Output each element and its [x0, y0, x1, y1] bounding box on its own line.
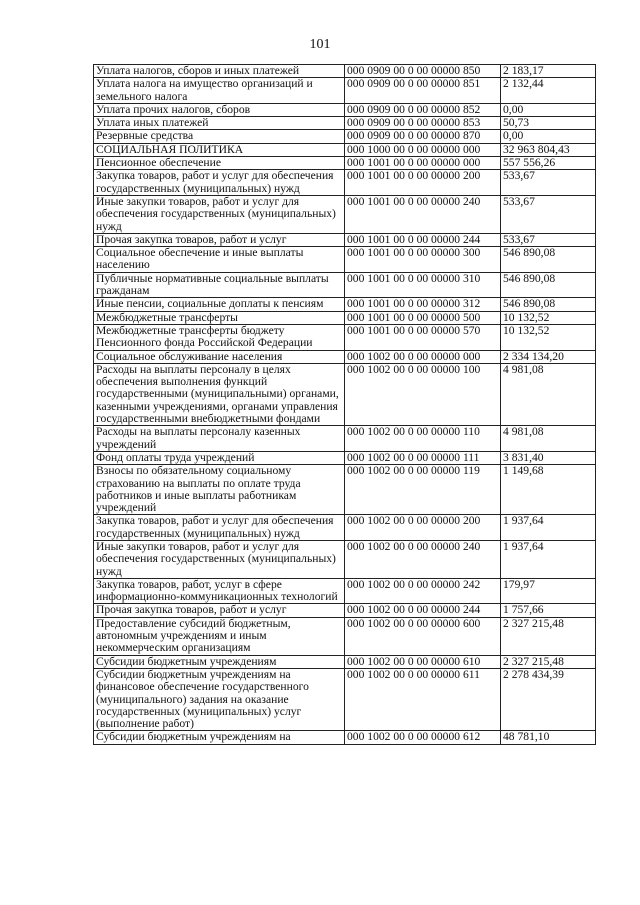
- row-name-cell: Пенсионное обеспечение: [94, 157, 345, 170]
- row-amount-cell: 1 937,64: [501, 515, 596, 541]
- table-row: [94, 426, 596, 452]
- row-name-cell: СОЦИАЛЬНАЯ ПОЛИТИКА: [94, 143, 345, 156]
- row-amount-cell: 10 132,52: [501, 324, 596, 350]
- row-name-cell: Межбюджетные трансферты: [94, 311, 345, 324]
- row-name-cell: Фонд оплаты труда учреждений: [94, 451, 345, 464]
- row-name-cell: Прочая закупка товаров, работ и услуг: [94, 604, 345, 617]
- row-code-cell: 000 0909 00 0 00 00000 853: [345, 117, 501, 130]
- row-code-cell: 000 1002 00 0 00 00000 110: [345, 426, 501, 452]
- row-code-cell: 000 1002 00 0 00 00000 611: [345, 668, 501, 730]
- row-amount-cell: 1 149,68: [501, 465, 596, 515]
- row-amount-cell: 546 890,08: [501, 247, 596, 273]
- table-row: [94, 157, 596, 170]
- row-amount-cell: 533,67: [501, 233, 596, 246]
- row-amount-cell: 533,67: [501, 170, 596, 196]
- table-row: [94, 233, 596, 246]
- table-row: [94, 170, 596, 196]
- table-row: [94, 515, 596, 541]
- row-name-cell: Иные закупки товаров, работ и услуг для обеспечения государственных (муниципальных) нужд: [94, 195, 345, 233]
- table-row: [94, 350, 596, 363]
- row-amount-cell: 533,67: [501, 195, 596, 233]
- row-code-cell: 000 1002 00 0 00 00000 244: [345, 604, 501, 617]
- row-amount-cell: 546 890,08: [501, 272, 596, 298]
- table-row: [94, 668, 596, 730]
- row-name-cell: Субсидии бюджетным учреждениям на финансовое обеспечение государственного (муниципального) задания на оказание государственных (муниципальных) услуг (выполнение работ): [94, 668, 345, 730]
- row-code-cell: 000 0909 00 0 00 00000 852: [345, 103, 501, 116]
- row-amount-cell: 2 278 434,39: [501, 668, 596, 730]
- row-name-cell: Расходы на выплаты персоналу казенных учреждений: [94, 426, 345, 452]
- row-code-cell: 000 1002 00 0 00 00000 119: [345, 465, 501, 515]
- row-code-cell: 000 0909 00 0 00 00000 870: [345, 130, 501, 143]
- table-row: [94, 731, 596, 744]
- table-row: [94, 195, 596, 233]
- table-row: [94, 655, 596, 668]
- row-amount-cell: 2 327 215,48: [501, 617, 596, 655]
- table-row: [94, 143, 596, 156]
- budget-table-body: [94, 65, 596, 745]
- row-name-cell: Уплата иных платежей: [94, 117, 345, 130]
- row-amount-cell: 557 556,26: [501, 157, 596, 170]
- table-row: [94, 117, 596, 130]
- table-row: [94, 617, 596, 655]
- row-name-cell: Резервные средства: [94, 130, 345, 143]
- row-name-cell: Социальное обеспечение и иные выплаты населению: [94, 247, 345, 273]
- row-name-cell: Иные закупки товаров, работ и услуг для обеспечения государственных (муниципальных) нужд: [94, 540, 345, 578]
- table-row: [94, 78, 596, 104]
- row-name-cell: Расходы на выплаты персоналу в целях обеспечения выполнения функций государственными (муниципальными) органами, казенными учреждениями, органами управления государственными внебюджетными фондами: [94, 363, 345, 425]
- row-amount-cell: 1 757,66: [501, 604, 596, 617]
- row-code-cell: 000 1001 00 0 00 00000 200: [345, 170, 501, 196]
- row-code-cell: 000 1002 00 0 00 00000 612: [345, 731, 501, 744]
- row-name-cell: Уплата прочих налогов, сборов: [94, 103, 345, 116]
- row-code-cell: 000 1002 00 0 00 00000 242: [345, 578, 501, 604]
- row-code-cell: 000 1002 00 0 00 00000 610: [345, 655, 501, 668]
- table-row: [94, 451, 596, 464]
- row-amount-cell: 50,73: [501, 117, 596, 130]
- row-name-cell: Публичные нормативные социальные выплаты гражданам: [94, 272, 345, 298]
- page-number: 101: [309, 37, 331, 52]
- row-name-cell: Субсидии бюджетным учреждениям: [94, 655, 345, 668]
- row-name-cell: Межбюджетные трансферты бюджету Пенсионного фонда Российской Федерации: [94, 324, 345, 350]
- row-amount-cell: 0,00: [501, 103, 596, 116]
- row-code-cell: 000 1001 00 0 00 00000 312: [345, 298, 501, 311]
- row-amount-cell: 4 981,08: [501, 363, 596, 425]
- row-amount-cell: 0,00: [501, 130, 596, 143]
- row-name-cell: Иные пенсии, социальные доплаты к пенсиям: [94, 298, 345, 311]
- row-code-cell: 000 1002 00 0 00 00000 111: [345, 451, 501, 464]
- row-name-cell: Предоставление субсидий бюджетным, автономным учреждениям и иным некоммерческим организациям: [94, 617, 345, 655]
- table-row: [94, 324, 596, 350]
- table-row: [94, 540, 596, 578]
- table-row: [94, 311, 596, 324]
- row-code-cell: 000 1001 00 0 00 00000 000: [345, 157, 501, 170]
- row-name-cell: Взносы по обязательному социальному страхованию на выплаты по оплате труда работников и иные выплаты работникам учреждений: [94, 465, 345, 515]
- row-amount-cell: 3 831,40: [501, 451, 596, 464]
- row-code-cell: 000 1001 00 0 00 00000 310: [345, 272, 501, 298]
- row-code-cell: 000 1002 00 0 00 00000 240: [345, 540, 501, 578]
- table-row: [94, 363, 596, 425]
- row-code-cell: 000 1002 00 0 00 00000 200: [345, 515, 501, 541]
- row-code-cell: 000 1002 00 0 00 00000 000: [345, 350, 501, 363]
- row-code-cell: 000 1000 00 0 00 00000 000: [345, 143, 501, 156]
- row-code-cell: 000 1001 00 0 00 00000 570: [345, 324, 501, 350]
- row-code-cell: 000 1001 00 0 00 00000 244: [345, 233, 501, 246]
- row-amount-cell: 2 327 215,48: [501, 655, 596, 668]
- row-code-cell: 000 1001 00 0 00 00000 240: [345, 195, 501, 233]
- row-amount-cell: 10 132,52: [501, 311, 596, 324]
- row-name-cell: Уплата налога на имущество организаций и земельного налога: [94, 78, 345, 104]
- row-amount-cell: 32 963 804,43: [501, 143, 596, 156]
- table-row: [94, 272, 596, 298]
- row-amount-cell: 4 981,08: [501, 426, 596, 452]
- row-code-cell: 000 1001 00 0 00 00000 500: [345, 311, 501, 324]
- row-code-cell: 000 0909 00 0 00 00000 851: [345, 78, 501, 104]
- table-row: [94, 247, 596, 273]
- row-name-cell: Закупка товаров, работ и услуг для обеспечения государственных (муниципальных) нужд: [94, 170, 345, 196]
- row-name-cell: Прочая закупка товаров, работ и услуг: [94, 233, 345, 246]
- row-name-cell: Закупка товаров, работ и услуг для обеспечения государственных (муниципальных) нужд: [94, 515, 345, 541]
- table-row: [94, 465, 596, 515]
- row-amount-cell: 546 890,08: [501, 298, 596, 311]
- table-row: [94, 578, 596, 604]
- row-amount-cell: 2 183,17: [501, 65, 596, 78]
- row-code-cell: 000 1002 00 0 00 00000 100: [345, 363, 501, 425]
- row-code-cell: 000 0909 00 0 00 00000 850: [345, 65, 501, 78]
- row-amount-cell: 1 937,64: [501, 540, 596, 578]
- budget-table: [93, 64, 596, 745]
- row-name-cell: Субсидии бюджетным учреждениям на: [94, 731, 345, 744]
- row-name-cell: Социальное обслуживание населения: [94, 350, 345, 363]
- row-amount-cell: 179,97: [501, 578, 596, 604]
- table-row: [94, 65, 596, 78]
- row-code-cell: 000 1001 00 0 00 00000 300: [345, 247, 501, 273]
- table-row: [94, 130, 596, 143]
- table-row: [94, 103, 596, 116]
- row-code-cell: 000 1002 00 0 00 00000 600: [345, 617, 501, 655]
- row-name-cell: Уплата налогов, сборов и иных платежей: [94, 65, 345, 78]
- row-name-cell: Закупка товаров, работ, услуг в сфере информационно-коммуникационных технологий: [94, 578, 345, 604]
- row-amount-cell: 2 334 134,20: [501, 350, 596, 363]
- table-row: [94, 298, 596, 311]
- row-amount-cell: 2 132,44: [501, 78, 596, 104]
- table-row: [94, 604, 596, 617]
- row-amount-cell: 48 781,10: [501, 731, 596, 744]
